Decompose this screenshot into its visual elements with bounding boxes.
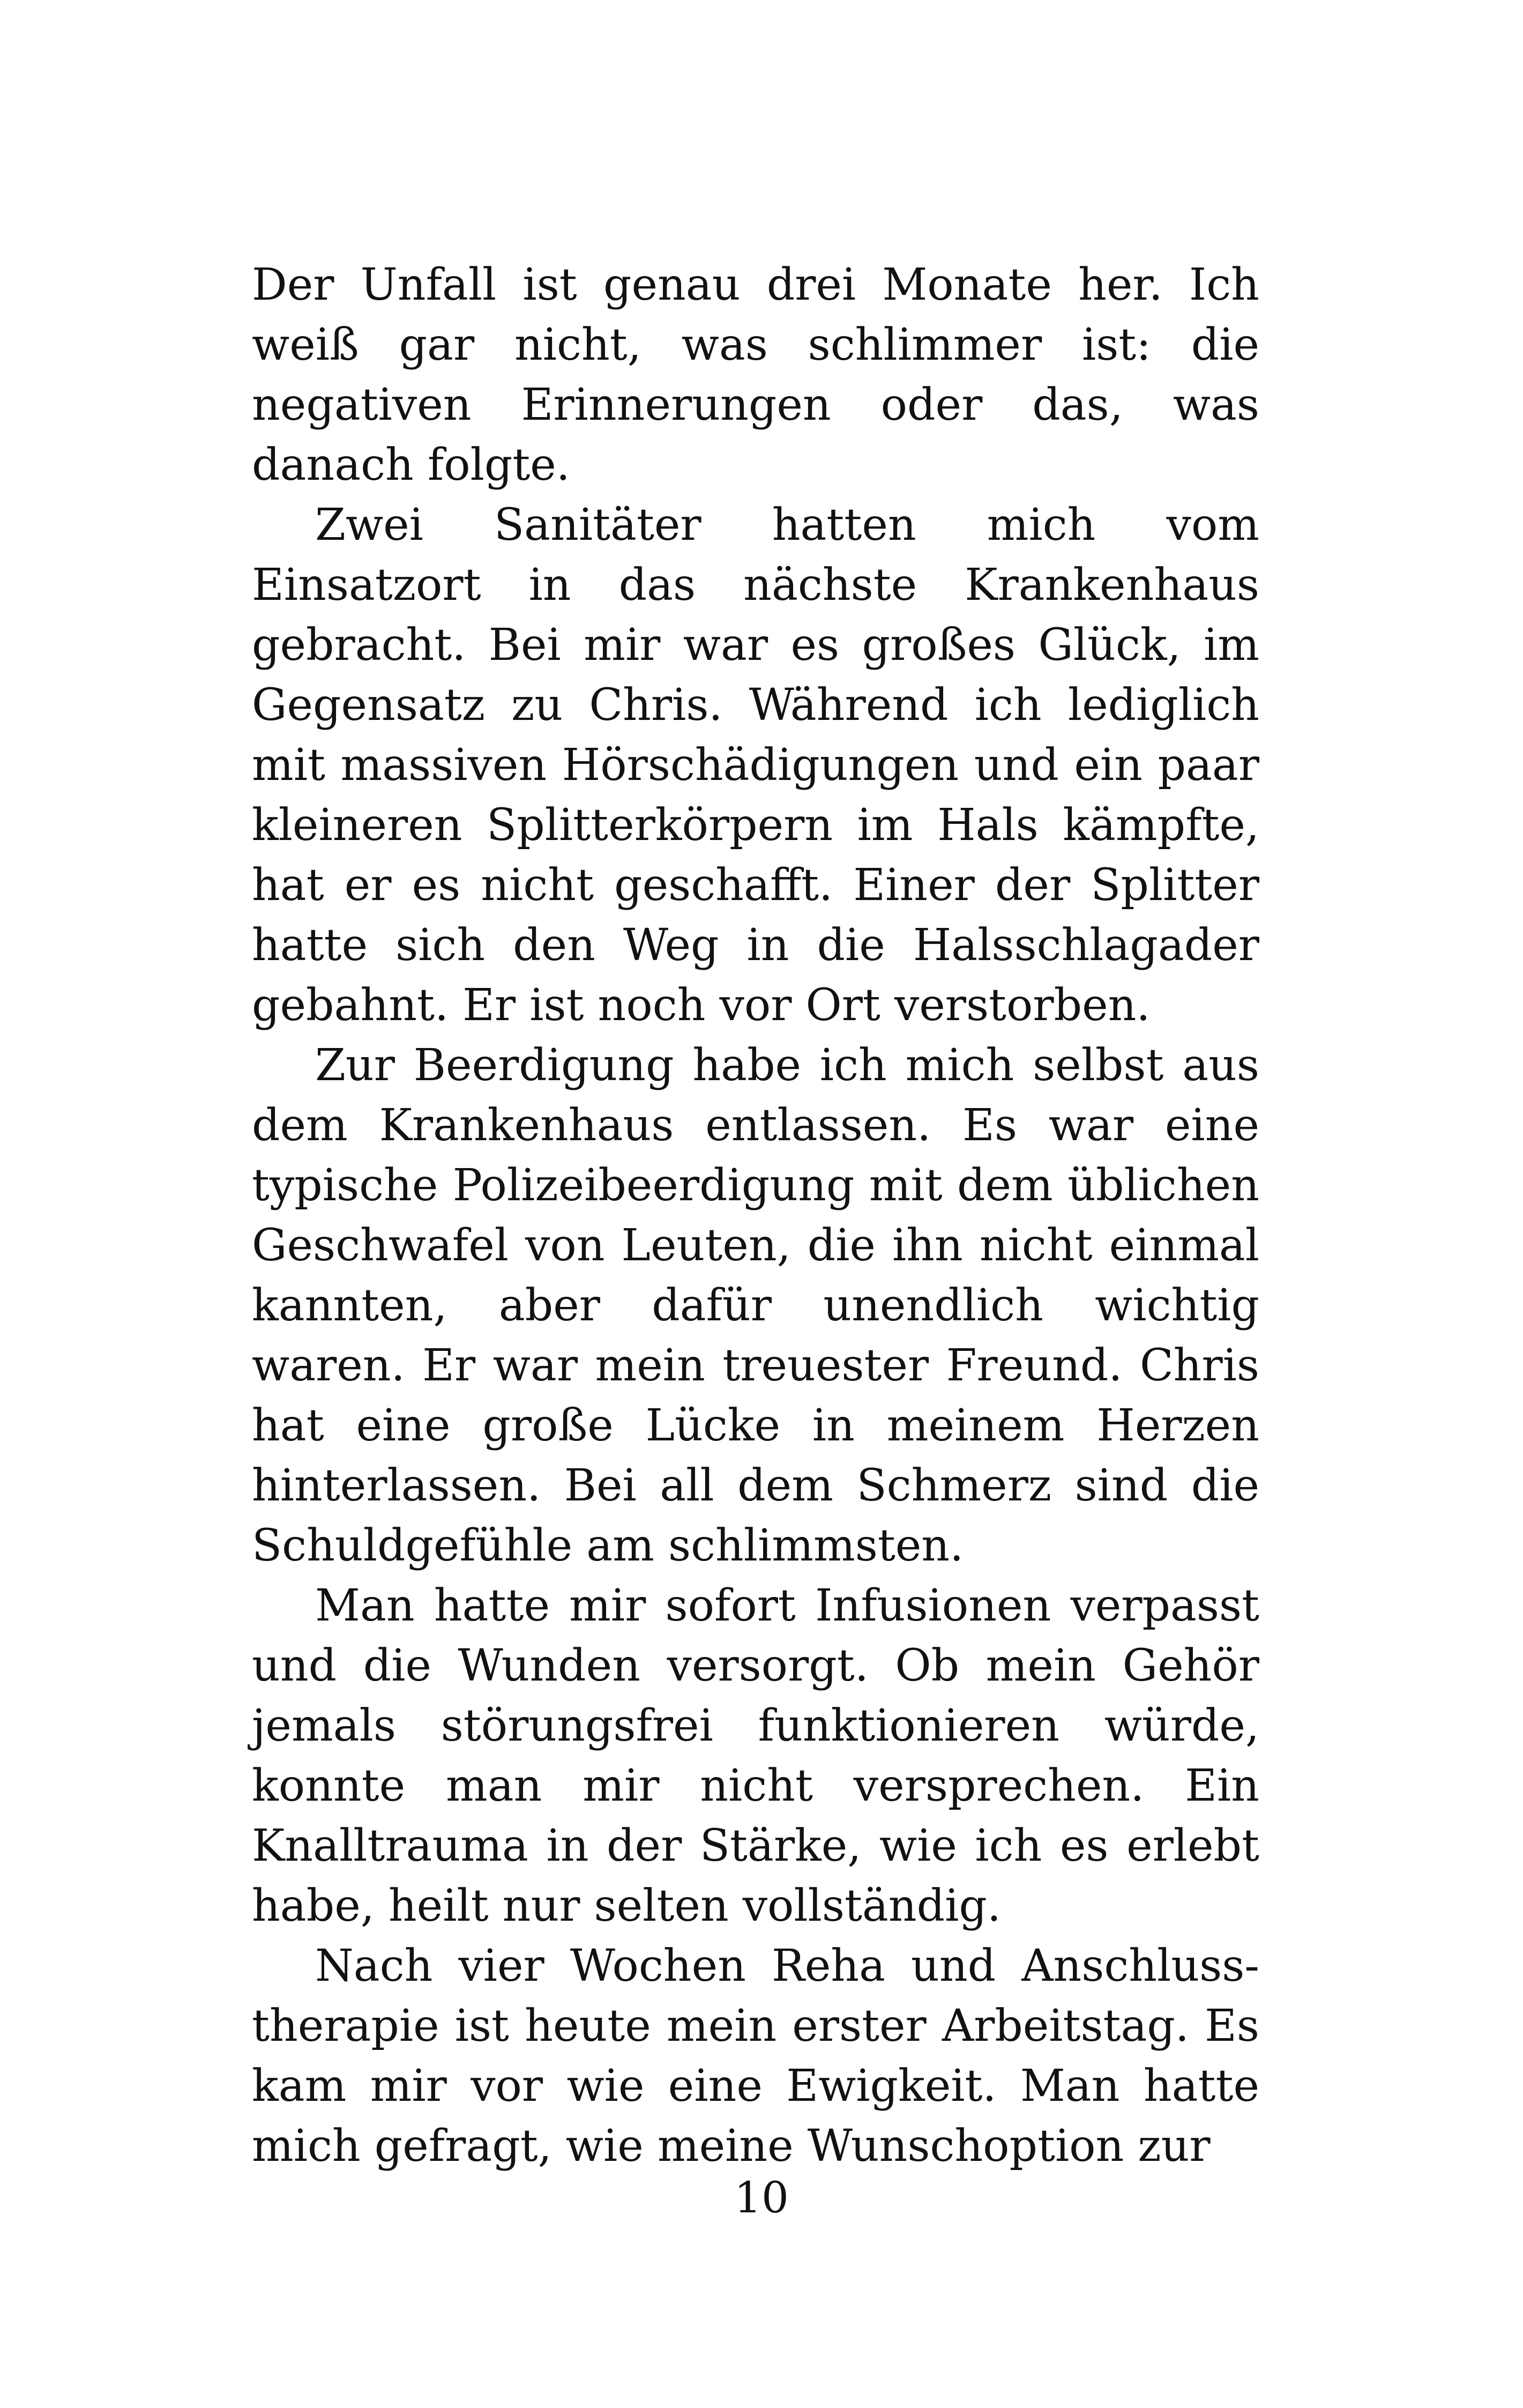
page-number: 10 (734, 2173, 789, 2223)
paragraph-1: Der Unfall ist genau drei Monate her. Ich weiß gar nicht, was schlimmer ist: die negativen Erinnerungen oder das, was danach folgte. (252, 259, 1259, 490)
paragraph-5: Nach vier Wochen Reha und Anschlusstherapie ist heute mein erster Arbeitstag. Es kam mir vor wie eine Ewigkeit. Man hatte mich gefragt, wie meine Wunschoption zur (252, 1941, 1259, 2172)
paragraph-4: Man hatte mir sofort Infusionen verpasst und die Wunden versorgt. Ob mein Gehör jemals störungsfrei funktionieren würde, konnte man mir nicht versprechen. Ein Knalltrauma in der Stärke, wie ich es erlebt habe, heilt nur selten vollständig. (252, 1580, 1259, 1931)
paragraph-3: Zur Beerdigung habe ich mich selbst aus dem Krankenhaus entlassen. Es war eine typische Polizeibeerdigung mit dem üblichen Geschwafel von Leuten, die ihn nicht einmal kannten, aber dafür unendlich wichtig waren. Er war mein treuester Freund. Chris hat eine große Lücke in meinem Herzen hinterlassen. Bei all dem Schmerz sind die Schuldgefühle am schlimmsten. (252, 1040, 1259, 1571)
paragraph-2: Zwei Sanitäter hatten mich vom Einsatzort in das nächste Krankenhaus gebracht. Bei mir war es großes Glück, im Gegensatz zu Chris. Während ich lediglich mit massiven Hörschädigungen und ein paar kleineren Splitterkörpern im Hals kämpfte, hat er es nicht geschafft. Einer der Splitter hatte sich den Weg in die Halsschlagader gebahnt. Er ist noch vor Ort verstorben. (252, 500, 1259, 1031)
body-text (252, 255, 1259, 2176)
